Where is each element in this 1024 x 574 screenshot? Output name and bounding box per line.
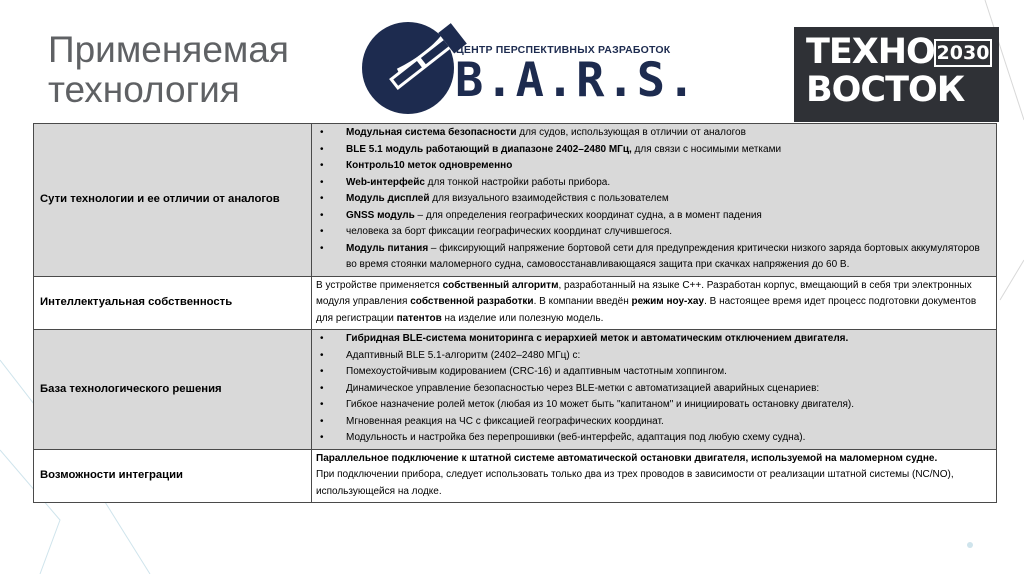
list-item <box>316 175 992 192</box>
text: Помехоустойчивым кодированием (CRC-16) и адаптивным частотным хоппингом. <box>346 366 727 377</box>
text: для связи с носимыми метками <box>631 143 782 155</box>
text: – фиксирующий напряжение бортовой сети для предупреждения критически низкого заряда бортовых аккумуляторов во время стоянки маломерного судна, самовосстанавливающаяся защита при скачках напряжения до 60 В. <box>346 242 980 270</box>
title-line-1: Применяемая <box>48 29 289 70</box>
row-content <box>312 449 997 503</box>
paragraph <box>316 278 992 328</box>
bold-text: режим ноу-хау <box>631 296 705 307</box>
text: человека за борт фиксации географических координат случившегося. <box>346 226 673 237</box>
bold-text: Модуль дисплей <box>346 193 430 204</box>
row-label: Сути технологии и ее отличии от аналогов <box>34 124 312 277</box>
text: , разработанный на языке С++. Разработан корпус, вмещающий в себя три электронных модуля управления <box>316 279 972 307</box>
text: для визуального взаимодействия с пользователем <box>429 193 669 204</box>
row-label: Интеллектуальная собственность <box>34 276 312 330</box>
list-item <box>316 125 992 142</box>
paragraph <box>316 451 992 468</box>
list-item <box>316 191 992 208</box>
row-content <box>312 124 997 277</box>
list-item <box>316 241 992 274</box>
list-item <box>316 158 992 175</box>
title-line-2: технология <box>48 69 240 110</box>
text: . В компании введён <box>533 296 632 307</box>
bold-text: Параллельное подключение к штатной системе автоматической остановки двигателя, используемой на маломерном судне. <box>316 452 938 464</box>
text: Адаптивный BLE 5.1-алгоритм (2402–2480 МГц) с: <box>346 349 581 361</box>
bold-text: собственной разработки <box>410 296 534 307</box>
text: на изделие или полезную модель. <box>441 312 604 324</box>
technology-table <box>33 123 997 503</box>
row-content <box>312 330 997 450</box>
list-item <box>316 224 992 241</box>
text: При подключении прибора, следует использовать только два из трех проводов в зависимости от реализации штатной системы (NC/NO), использующейся на лодке. <box>316 469 954 497</box>
text: В устройстве применяется <box>316 279 443 291</box>
row-label: Возможности интеграции <box>34 449 312 503</box>
bold-text: GNSS модуль <box>346 209 415 221</box>
list-item <box>316 414 992 431</box>
bold-text: Модуль питания <box>346 242 429 254</box>
list-item <box>316 208 992 225</box>
list-item <box>316 430 992 447</box>
technovostok-logo <box>794 27 999 122</box>
technovostok-line-2: ВОСТОК <box>806 70 965 110</box>
list-item <box>316 381 992 398</box>
list-item <box>316 142 992 159</box>
table-row-ip <box>34 276 997 330</box>
page-title <box>48 30 289 110</box>
bold-text: Контроль10 меток одновременно <box>346 160 513 171</box>
list-item <box>316 331 992 348</box>
bold-text: BLE 5.1 модуль работающий в диапазоне 2402–2480 МГц, <box>346 143 632 155</box>
text: для судов, использующая в отличии от аналогов <box>516 127 746 138</box>
list-item <box>316 397 992 414</box>
row-content <box>312 276 997 330</box>
text: Модульность и настройка без перепрошивки (веб-интерфейс, адаптация под любую схему судна). <box>346 432 806 443</box>
bold-text: Web-интерфейс <box>346 176 425 188</box>
bold-text: Модульная система безопасности <box>346 127 517 138</box>
text: – для определения географических координат судна, а в момент падения <box>414 209 762 221</box>
bold-text: собственный алгоритм <box>442 279 559 291</box>
bold-text: Гибридная BLE-система мониторинга с иерархией меток и автоматическим отключением двигателя. <box>346 333 849 344</box>
text: Гибкое назначение ролей меток (любая из 10 может быть "капитаном" и инициировать остановку двигателя). <box>346 399 855 410</box>
list-item <box>316 364 992 381</box>
row-label: База технологического решения <box>34 330 312 450</box>
table-row-base <box>34 330 997 450</box>
bullet-list <box>316 125 992 274</box>
technovostok-line-1: ТЕХНО <box>806 32 935 72</box>
paragraph-group <box>316 451 992 501</box>
bars-logo-subtitle: ЦЕНТР ПЕРСПЕКТИВНЫХ РАЗРАБОТОК <box>456 44 671 56</box>
bold-text: патентов <box>396 312 442 324</box>
bullet-list <box>316 331 992 447</box>
list-item <box>316 348 992 365</box>
bars-logo-wordmark: B.A.R.S. <box>455 53 698 108</box>
text: Динамическое управление безопасностью через BLE-метки с автоматизацией аварийных сценариев: <box>346 382 820 394</box>
table-row-integration <box>34 449 997 503</box>
technovostok-year: 2030 <box>934 39 992 67</box>
paragraph <box>316 467 992 500</box>
text: для тонкой настройки работы прибора. <box>424 176 611 188</box>
table-row-essence <box>34 124 997 277</box>
text: . В настоящее время идет процесс подготовки документов для регистрации <box>316 296 977 324</box>
text: Мгновенная реакция на ЧС с фиксацией географических координат. <box>346 415 664 427</box>
